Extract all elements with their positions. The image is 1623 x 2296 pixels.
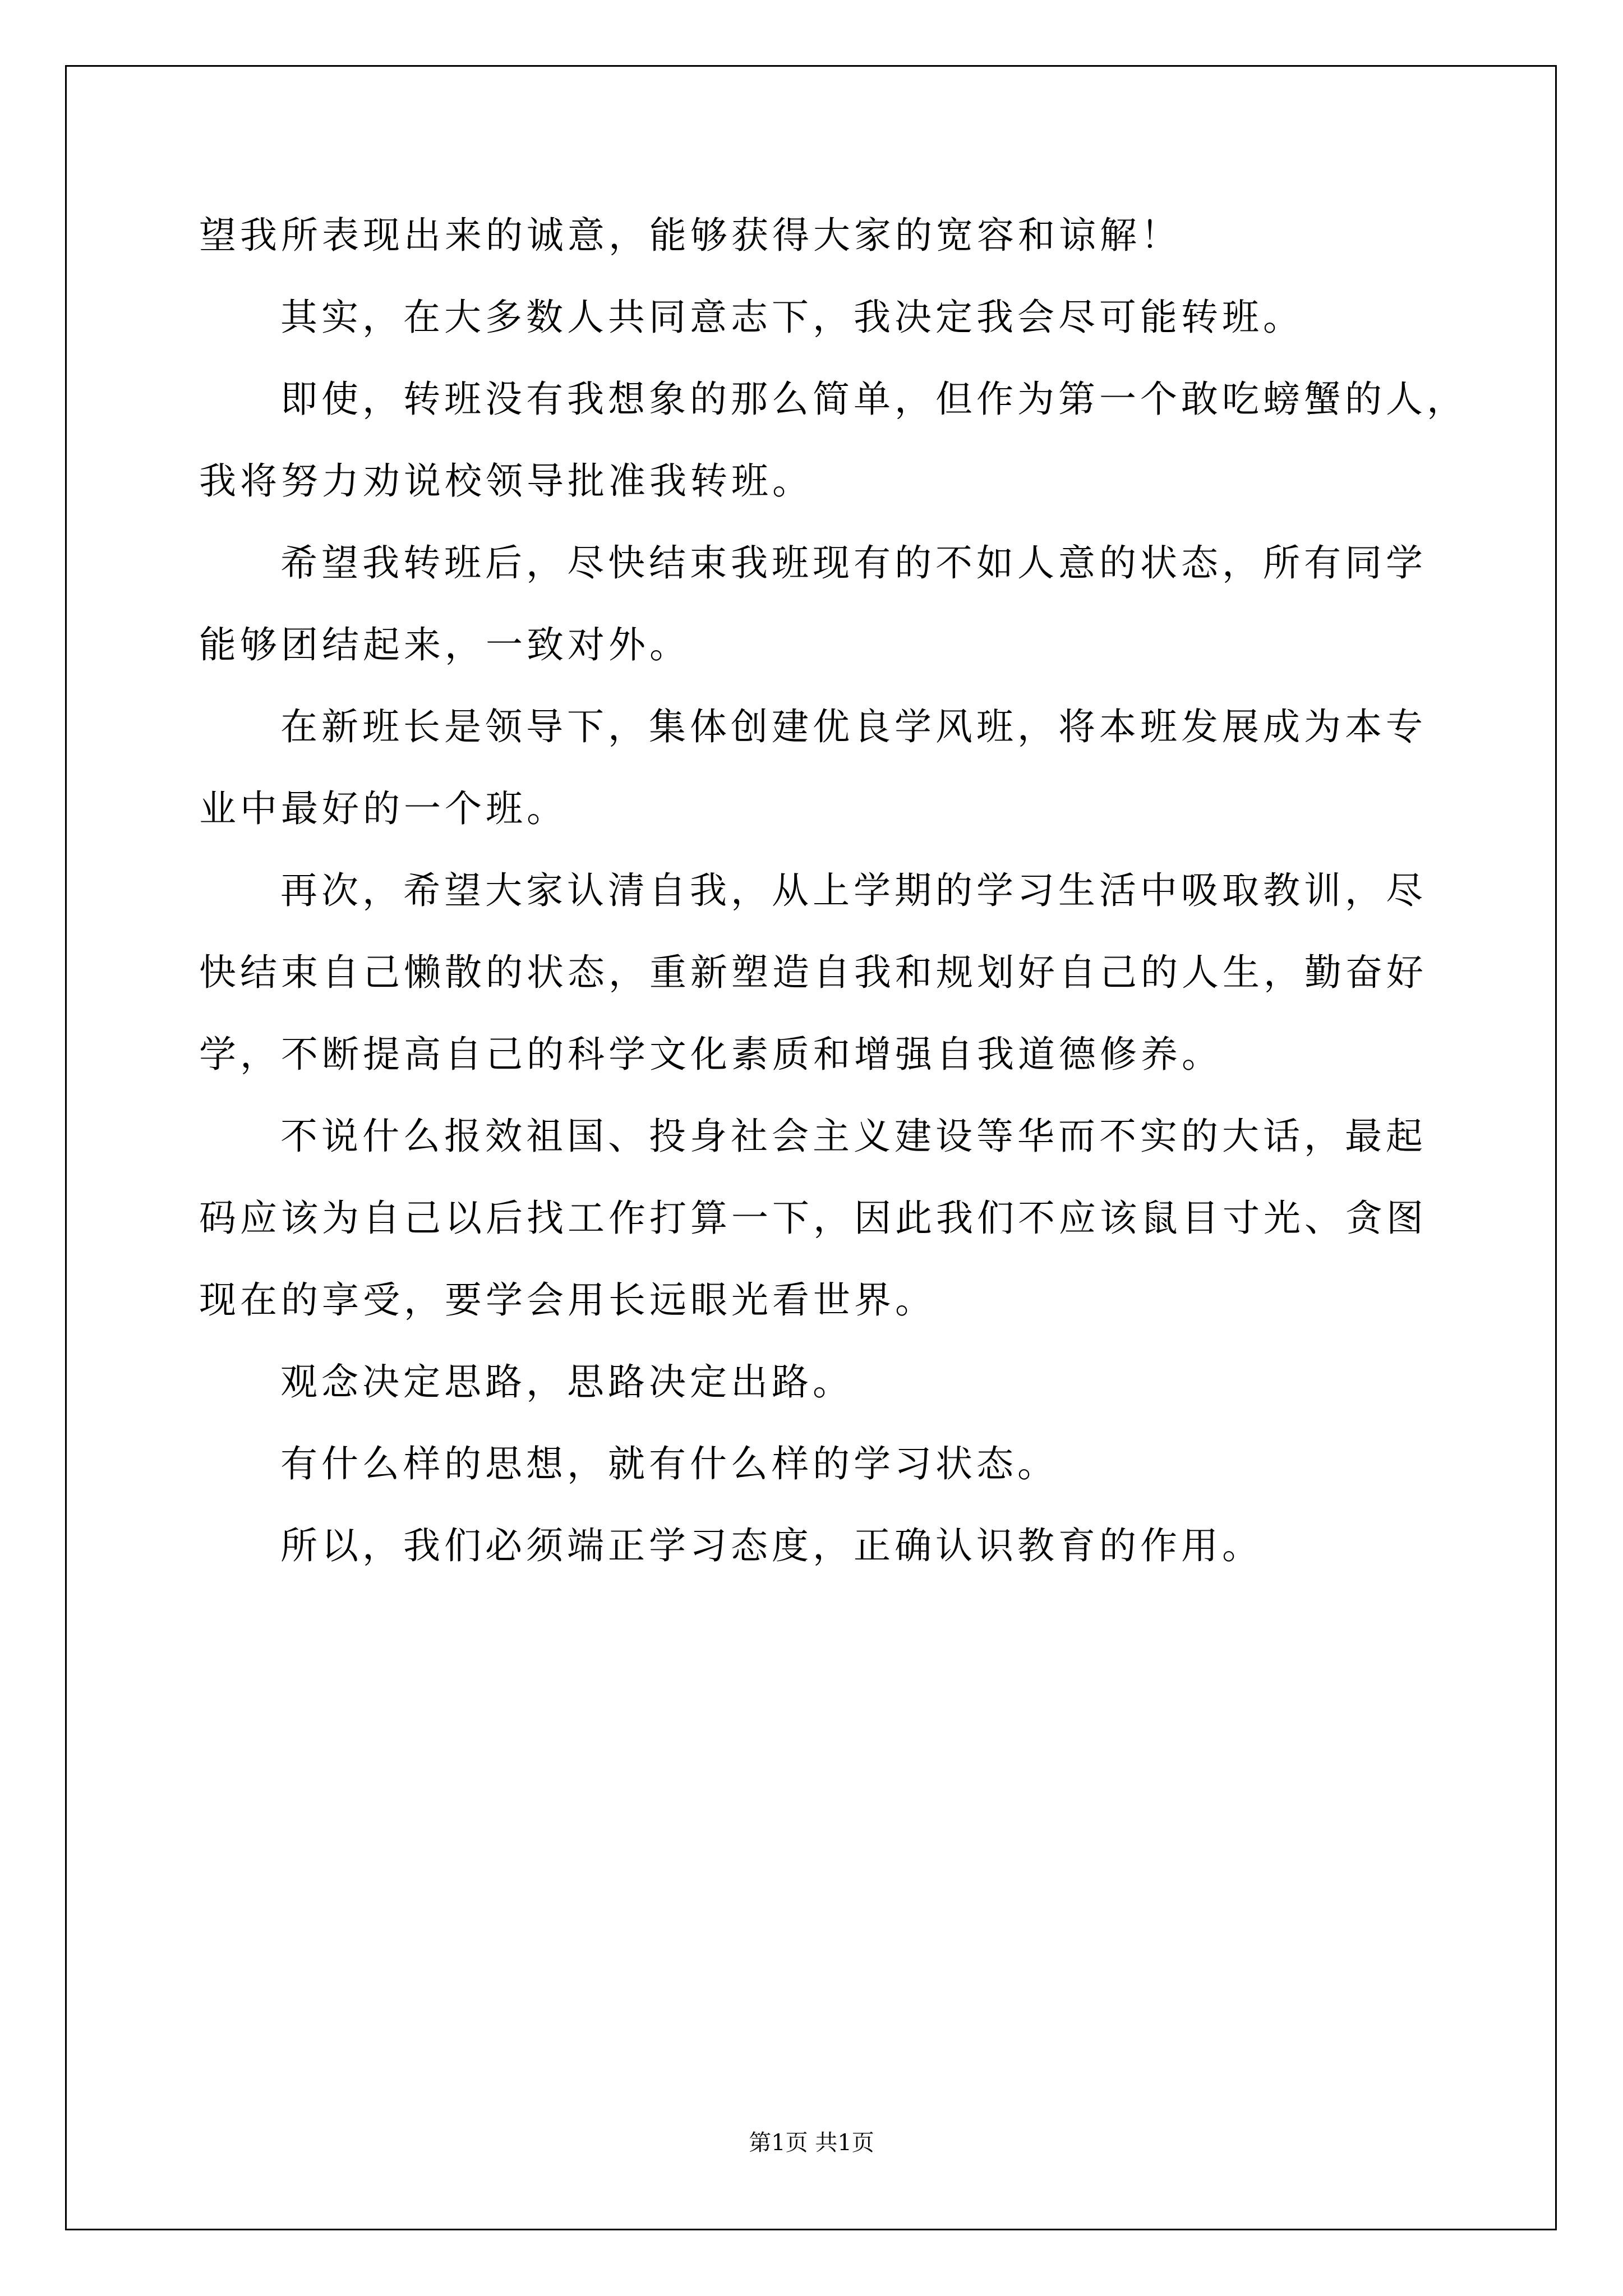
text-line: 其实，在大多数人共同意志下，我决定我会尽可能转班。 bbox=[280, 296, 1304, 339]
text-line: 能够团结起来，一致对外。 bbox=[199, 623, 690, 666]
page-number: 第1页 共1页 bbox=[749, 2130, 874, 2156]
text-line: 快结束自己懒散的状态，重新塑造自我和规划好自己的人生，勤奋好 bbox=[199, 951, 1427, 994]
text-line: 即使，转班没有我想象的那么简单，但作为第一个敢吃螃蟹的人， bbox=[280, 378, 1468, 421]
text-line: 希望我转班后，尽快结束我班现有的不如人意的状态，所有同学 bbox=[280, 541, 1427, 585]
page-footer bbox=[0, 2126, 1623, 2160]
text-line: 学，不断提高自己的科学文化素质和增强自我道德修养。 bbox=[199, 1033, 1223, 1076]
text-line: 望我所表现出来的诚意，能够获得大家的宽容和谅解！ bbox=[199, 214, 1182, 257]
text-line: 观念决定思路，思路决定出路。 bbox=[280, 1360, 854, 1404]
text-line: 所以，我们必须端正学习态度，正确认识教育的作用。 bbox=[280, 1524, 1263, 1567]
text-line: 码应该为自己以后找工作打算一下，因此我们不应该鼠目寸光、贪图 bbox=[199, 1197, 1427, 1240]
text-line: 我将努力劝说校领导批准我转班。 bbox=[199, 459, 813, 503]
text-line: 有什么样的思想，就有什么样的学习状态。 bbox=[280, 1442, 1058, 1485]
text-line: 业中最好的一个班。 bbox=[199, 787, 568, 830]
text-line: 再次，希望大家认清自我，从上学期的学习生活中吸取教训，尽 bbox=[280, 869, 1427, 912]
text-line: 在新班长是领导下，集体创建优良学风班，将本班发展成为本专 bbox=[280, 705, 1427, 748]
text-line: 现在的享受，要学会用长远眼光看世界。 bbox=[199, 1278, 936, 1322]
text-line: 不说什么报效祖国、投身社会主义建设等华而不实的大话，最起 bbox=[280, 1115, 1427, 1158]
